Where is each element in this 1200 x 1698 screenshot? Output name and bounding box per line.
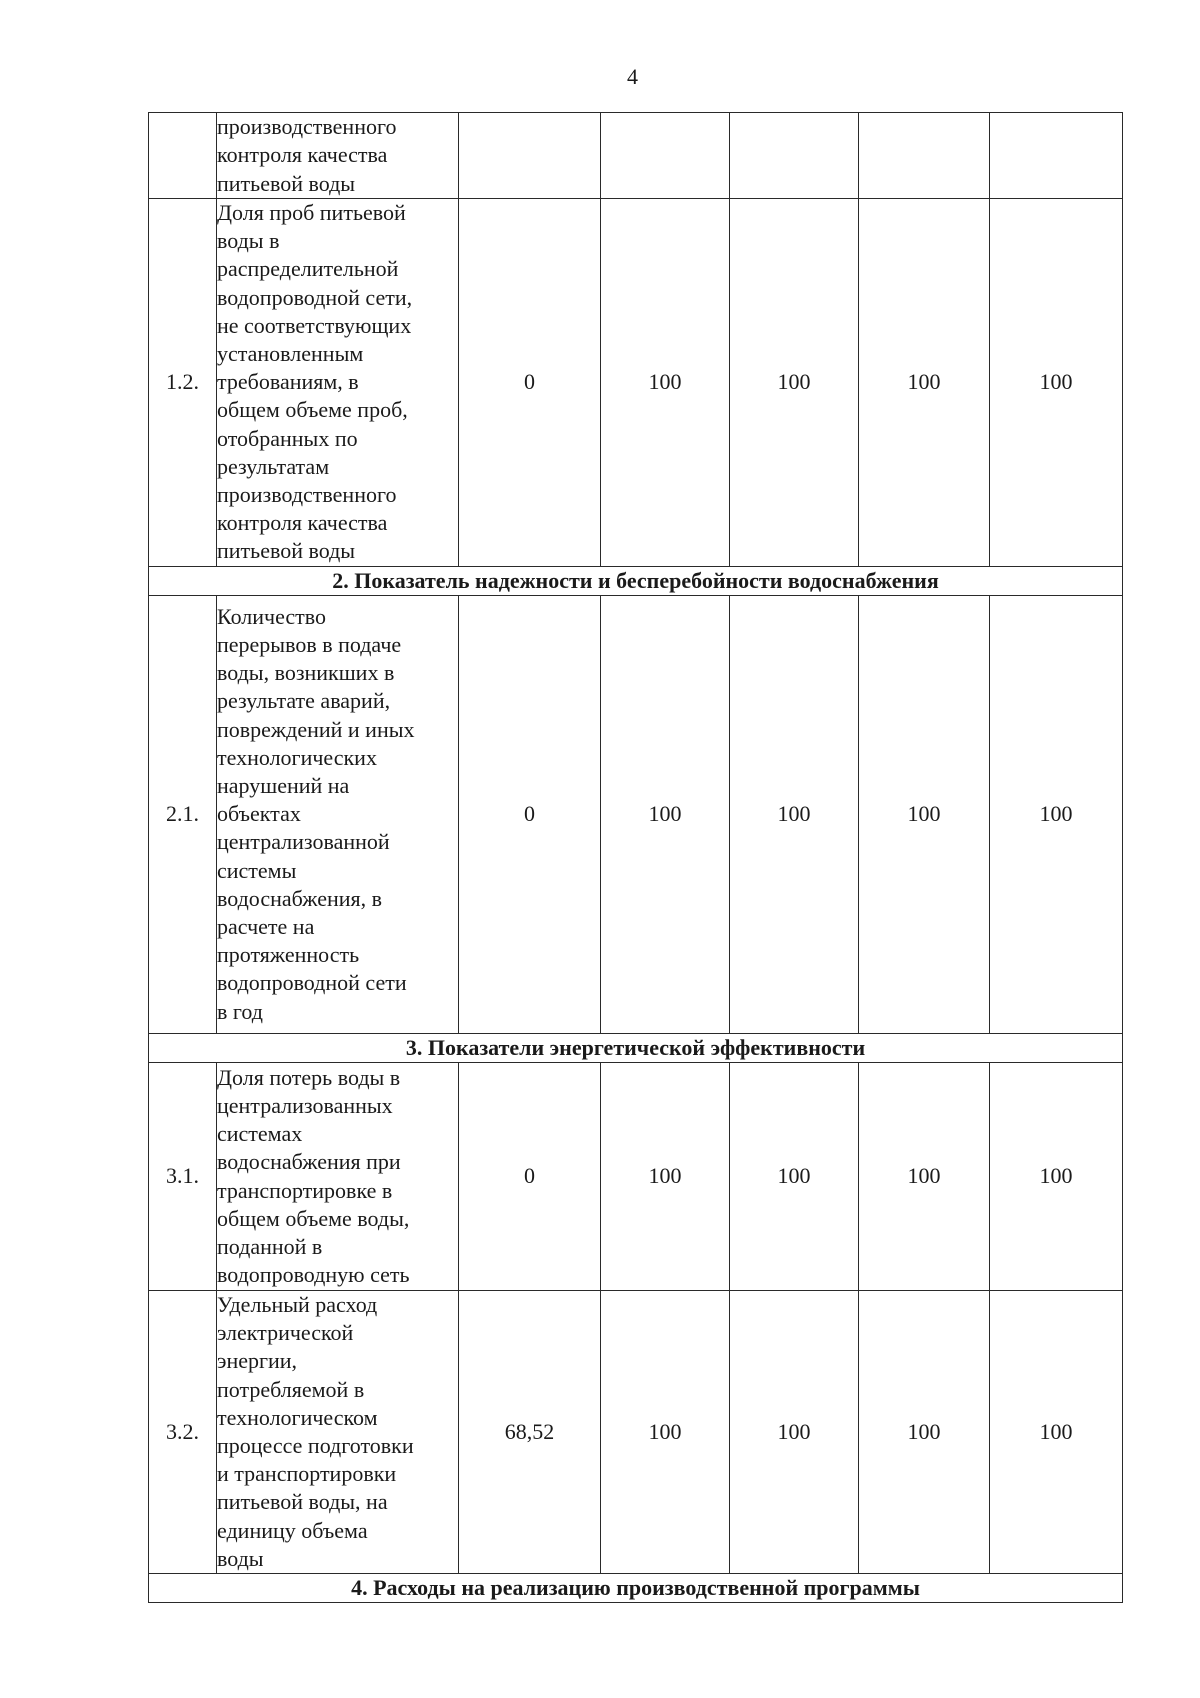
table-row <box>149 1063 1123 1291</box>
page-number: 4 <box>627 64 638 89</box>
indicator-description: Количество перерывов в подаче воды, возникших в результате аварий, повреждений и иных технологических нарушений на объектах централизованной системы водоснабжения, в расчете на протяженность водопроводной сети в год <box>217 595 459 1033</box>
value-cell <box>990 113 1123 199</box>
value-cell: 100 <box>730 199 859 567</box>
value-cell <box>459 113 601 199</box>
value-cell <box>730 113 859 199</box>
value-cell: 100 <box>990 1291 1123 1574</box>
section-header-row <box>149 566 1123 595</box>
value-cell: 68,52 <box>459 1291 601 1574</box>
row-number: 3.1. <box>149 1063 217 1291</box>
indicator-description: Доля проб питьевой воды в распределительной водопроводной сети, не соответствующих установленным требованиям, в общем объеме проб, отобранных по результатам производственного контроля качества питьевой воды <box>217 199 459 567</box>
value-cell: 100 <box>990 1063 1123 1291</box>
section-title: 4. Расходы на реализацию производственной программы <box>149 1574 1123 1603</box>
row-number: 1.2. <box>149 199 217 567</box>
value-cell: 100 <box>859 1063 990 1291</box>
row-number: 2.1. <box>149 595 217 1033</box>
value-cell: 100 <box>601 199 730 567</box>
section-header-row <box>149 1574 1123 1603</box>
value-cell: 100 <box>730 1291 859 1574</box>
value-cell: 100 <box>601 1063 730 1291</box>
section-header-row <box>149 1033 1123 1062</box>
table-row <box>149 595 1123 1033</box>
value-cell: 100 <box>859 595 990 1033</box>
value-cell: 0 <box>459 1063 601 1291</box>
value-cell: 100 <box>601 1291 730 1574</box>
row-number: 3.2. <box>149 1291 217 1574</box>
value-cell: 100 <box>601 595 730 1033</box>
indicator-description: производственного контроля качества питьевой воды <box>217 113 459 199</box>
indicators-table <box>148 112 1123 1603</box>
section-title: 3. Показатели энергетической эффективности <box>149 1033 1123 1062</box>
value-cell: 100 <box>730 1063 859 1291</box>
indicator-description: Доля потерь воды в централизованных системах водоснабжения при транспортировке в общем объеме воды, поданной в водопроводную сеть <box>217 1063 459 1291</box>
value-cell <box>859 113 990 199</box>
value-cell <box>601 113 730 199</box>
value-cell: 100 <box>730 595 859 1033</box>
value-cell: 100 <box>859 1291 990 1574</box>
value-cell: 100 <box>859 199 990 567</box>
row-number <box>149 113 217 199</box>
value-cell: 100 <box>990 199 1123 567</box>
value-cell: 0 <box>459 199 601 567</box>
section-title: 2. Показатель надежности и бесперебойности водоснабжения <box>149 566 1123 595</box>
value-cell: 100 <box>990 595 1123 1033</box>
table-row <box>149 199 1123 567</box>
table-row <box>149 1291 1123 1574</box>
value-cell: 0 <box>459 595 601 1033</box>
table-row <box>149 113 1123 199</box>
indicator-description: Удельный расход электрической энергии, потребляемой в технологическом процессе подготовки и транспортировки питьевой воды, на единицу объема воды <box>217 1291 459 1574</box>
